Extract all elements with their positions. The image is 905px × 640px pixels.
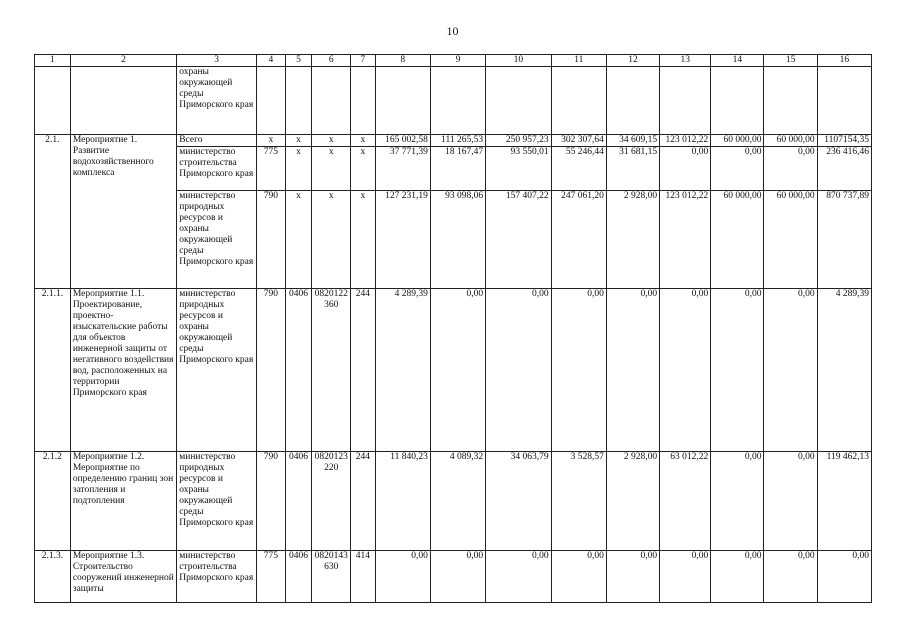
value-col14 <box>711 67 764 135</box>
column-header: 12 <box>606 55 659 67</box>
column-header: 14 <box>711 55 764 67</box>
value-col14: 0,00 <box>711 551 764 603</box>
table-row <box>35 452 872 551</box>
value-col8: 165 002,58 <box>375 135 430 147</box>
column-header: 4 <box>257 55 286 67</box>
column-header: 6 <box>312 55 351 67</box>
executor: министерство природных ресурсов и охраны окружающей среды Приморского края <box>177 452 257 551</box>
value-col8 <box>375 67 430 135</box>
table-body <box>35 55 872 603</box>
value-col15: 0,00 <box>764 289 817 452</box>
value-col16: 119 462,13 <box>817 452 871 551</box>
executor: министерство строительства Приморского края <box>177 551 257 603</box>
value-col16: 236 416,46 <box>817 147 871 191</box>
value-col10: 250 957,23 <box>486 135 551 147</box>
code-grbs <box>257 67 286 135</box>
column-header: 1 <box>35 55 71 67</box>
code-target: х <box>312 147 351 191</box>
value-col13: 0,00 <box>660 289 711 452</box>
column-header: 2 <box>70 55 176 67</box>
row-number: 2.1. <box>35 135 71 289</box>
value-col9: 93 098,06 <box>430 191 485 289</box>
value-col10: 157 407,22 <box>486 191 551 289</box>
table-row <box>35 551 872 603</box>
code-section <box>285 67 312 135</box>
value-col9: 0,00 <box>430 289 485 452</box>
column-header: 16 <box>817 55 871 67</box>
code-grbs: х <box>257 135 286 147</box>
executor: министерство строительства Приморского края <box>177 147 257 191</box>
value-col16: 1107154,35 <box>817 135 871 147</box>
code-type: 244 <box>351 452 376 551</box>
value-col13: 0,00 <box>660 147 711 191</box>
row-number: 2.1.1. <box>35 289 71 452</box>
code-section: х <box>285 147 312 191</box>
value-col9 <box>430 67 485 135</box>
executor: охраны окружающей среды Приморского края <box>177 67 257 135</box>
value-col15 <box>764 67 817 135</box>
code-type <box>351 67 376 135</box>
column-header: 15 <box>764 55 817 67</box>
value-col14: 0,00 <box>711 452 764 551</box>
value-col14: 60 000,00 <box>711 191 764 289</box>
executor: Всего <box>177 135 257 147</box>
value-col15: 60 000,00 <box>764 135 817 147</box>
value-col13: 123 012,22 <box>660 191 711 289</box>
column-header: 13 <box>660 55 711 67</box>
value-col15: 60 000,00 <box>764 191 817 289</box>
value-col9: 18 167,47 <box>430 147 485 191</box>
value-col14: 0,00 <box>711 147 764 191</box>
value-col9: 111 265,53 <box>430 135 485 147</box>
value-col16: 870 737,89 <box>817 191 871 289</box>
value-col8: 11 840,23 <box>375 452 430 551</box>
value-col13: 0,00 <box>660 551 711 603</box>
code-type: х <box>351 147 376 191</box>
code-target <box>312 67 351 135</box>
value-col14: 60 000,00 <box>711 135 764 147</box>
column-header: 8 <box>375 55 430 67</box>
value-col12: 34 609,15 <box>606 135 659 147</box>
code-target: х <box>312 191 351 289</box>
value-col11: 55 246,44 <box>551 147 606 191</box>
value-col13 <box>660 67 711 135</box>
row-number <box>35 67 71 135</box>
code-section: 0406 <box>285 551 312 603</box>
table-row <box>35 67 872 135</box>
value-col9: 0,00 <box>430 551 485 603</box>
code-target: 0820122360 <box>312 289 351 452</box>
value-col8: 127 231,19 <box>375 191 430 289</box>
event-name: Мероприятие 1.3. Строительство сооружений инженерной защиты <box>70 551 176 603</box>
event-name <box>70 67 176 135</box>
value-col8: 0,00 <box>375 551 430 603</box>
column-header: 3 <box>177 55 257 67</box>
table-row <box>35 289 872 452</box>
column-header: 7 <box>351 55 376 67</box>
value-col12: 2 928,00 <box>606 191 659 289</box>
value-col12: 0,00 <box>606 289 659 452</box>
value-col11: 302 307,64 <box>551 135 606 147</box>
code-type: 244 <box>351 289 376 452</box>
code-type: х <box>351 135 376 147</box>
value-col10: 0,00 <box>486 289 551 452</box>
value-col16: 4 289,39 <box>817 289 871 452</box>
column-header: 10 <box>486 55 551 67</box>
value-col10: 0,00 <box>486 551 551 603</box>
code-type: х <box>351 191 376 289</box>
code-grbs: 790 <box>257 289 286 452</box>
value-col10 <box>486 67 551 135</box>
value-col15: 0,00 <box>764 147 817 191</box>
value-col11 <box>551 67 606 135</box>
value-col16 <box>817 67 871 135</box>
value-col16: 0,00 <box>817 551 871 603</box>
code-section: х <box>285 135 312 147</box>
event-name: Мероприятие 1. Развитие водохозяйственного комплекса <box>70 135 176 289</box>
column-header: 9 <box>430 55 485 67</box>
value-col8: 37 771,39 <box>375 147 430 191</box>
column-number-row <box>35 55 872 67</box>
column-header: 11 <box>551 55 606 67</box>
column-header: 5 <box>285 55 312 67</box>
value-col12: 0,00 <box>606 551 659 603</box>
code-target: х <box>312 135 351 147</box>
code-section: 0406 <box>285 452 312 551</box>
value-col14: 0,00 <box>711 289 764 452</box>
page-number: 10 <box>446 24 459 38</box>
code-type: 414 <box>351 551 376 603</box>
code-grbs: 790 <box>257 191 286 289</box>
value-col12 <box>606 67 659 135</box>
value-col11: 0,00 <box>551 289 606 452</box>
table-row <box>35 135 872 147</box>
code-target: 0820143630 <box>312 551 351 603</box>
value-col10: 34 063,79 <box>486 452 551 551</box>
value-col11: 247 061,20 <box>551 191 606 289</box>
row-number: 2.1.3. <box>35 551 71 603</box>
value-col15: 0,00 <box>764 551 817 603</box>
value-col13: 123 012,22 <box>660 135 711 147</box>
event-name: Мероприятие 1.1. Проектирование, проектно-изыскательские работы для объектов инженерной защиты от негативного воздействия вод, расположенных на территории Приморского края <box>70 289 176 452</box>
executor: министерство природных ресурсов и охраны окружающей среды Приморского края <box>177 289 257 452</box>
code-grbs: 775 <box>257 147 286 191</box>
code-grbs: 790 <box>257 452 286 551</box>
value-col12: 2 928,00 <box>606 452 659 551</box>
value-col12: 31 681,15 <box>606 147 659 191</box>
event-name: Мероприятие 1.2. Мероприятие по определению границ зон затопления и подтопления <box>70 452 176 551</box>
budget-table <box>34 54 872 603</box>
code-section: 0406 <box>285 289 312 452</box>
executor: министерство природных ресурсов и охраны окружающей среды Приморского края <box>177 191 257 289</box>
code-grbs: 775 <box>257 551 286 603</box>
value-col11: 3 528,57 <box>551 452 606 551</box>
value-col15: 0,00 <box>764 452 817 551</box>
value-col9: 4 089,32 <box>430 452 485 551</box>
row-number: 2.1.2 <box>35 452 71 551</box>
value-col11: 0,00 <box>551 551 606 603</box>
code-section: х <box>285 191 312 289</box>
value-col13: 63 012,22 <box>660 452 711 551</box>
code-target: 0820123220 <box>312 452 351 551</box>
value-col10: 93 550,01 <box>486 147 551 191</box>
value-col8: 4 289,39 <box>375 289 430 452</box>
